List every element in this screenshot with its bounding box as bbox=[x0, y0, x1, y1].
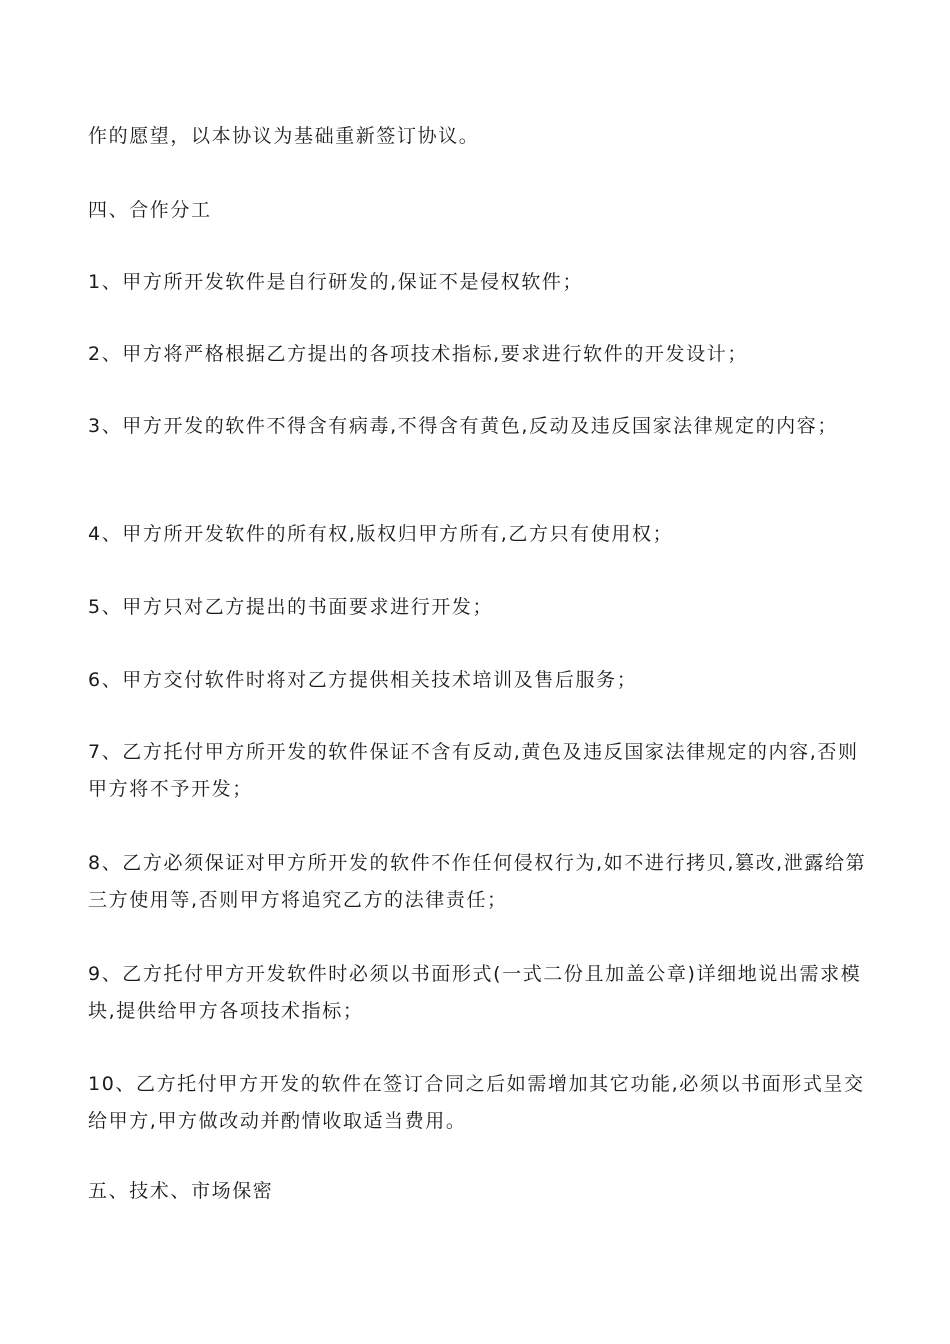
clause-10: 10、乙方托付甲方开发的软件在签订合同之后如需增加其它功能,必须以书面形式呈交给甲方,甲方做改动并酌情收取适当费用。 bbox=[88, 1073, 865, 1132]
section-heading-cooperation: 四、合作分工 bbox=[88, 199, 212, 221]
clause-1: 1、甲方所开发软件是自行研发的,保证不是侵权软件； bbox=[88, 271, 584, 293]
clause-3: 3、甲方开发的软件不得含有病毒,不得含有黄色,反动及违反国家法律规定的内容； bbox=[88, 415, 838, 437]
section-heading-confidentiality: 五、技术、市场保密 bbox=[88, 1180, 274, 1202]
paragraph-continuation: 作的愿望，以本协议为基础重新签订协议。 bbox=[88, 125, 480, 147]
clause-6: 6、甲方交付软件时将对乙方提供相关技术培训及售后服务； bbox=[88, 669, 638, 691]
clause-4: 4、甲方所开发软件的所有权,版权归甲方所有,乙方只有使用权； bbox=[88, 523, 674, 545]
clause-2: 2、甲方将严格根据乙方提出的各项技术指标,要求进行软件的开发设计； bbox=[88, 343, 748, 365]
clause-8: 8、乙方必须保证对甲方所开发的软件不作任何侵权行为,如不进行拷贝,篡改,泄露给第三方使用等,否则甲方将追究乙方的法律责任； bbox=[88, 852, 867, 911]
clause-7: 7、乙方托付甲方所开发的软件保证不含有反动,黄色及违反国家法律规定的内容,否则甲方将不予开发； bbox=[88, 741, 859, 800]
clause-5: 5、甲方只对乙方提出的书面要求进行开发； bbox=[88, 596, 494, 618]
clause-9: 9、乙方托付甲方开发软件时必须以书面形式(一式二份且加盖公章)详细地说出需求模块,提供给甲方各项技术指标； bbox=[88, 963, 862, 1022]
